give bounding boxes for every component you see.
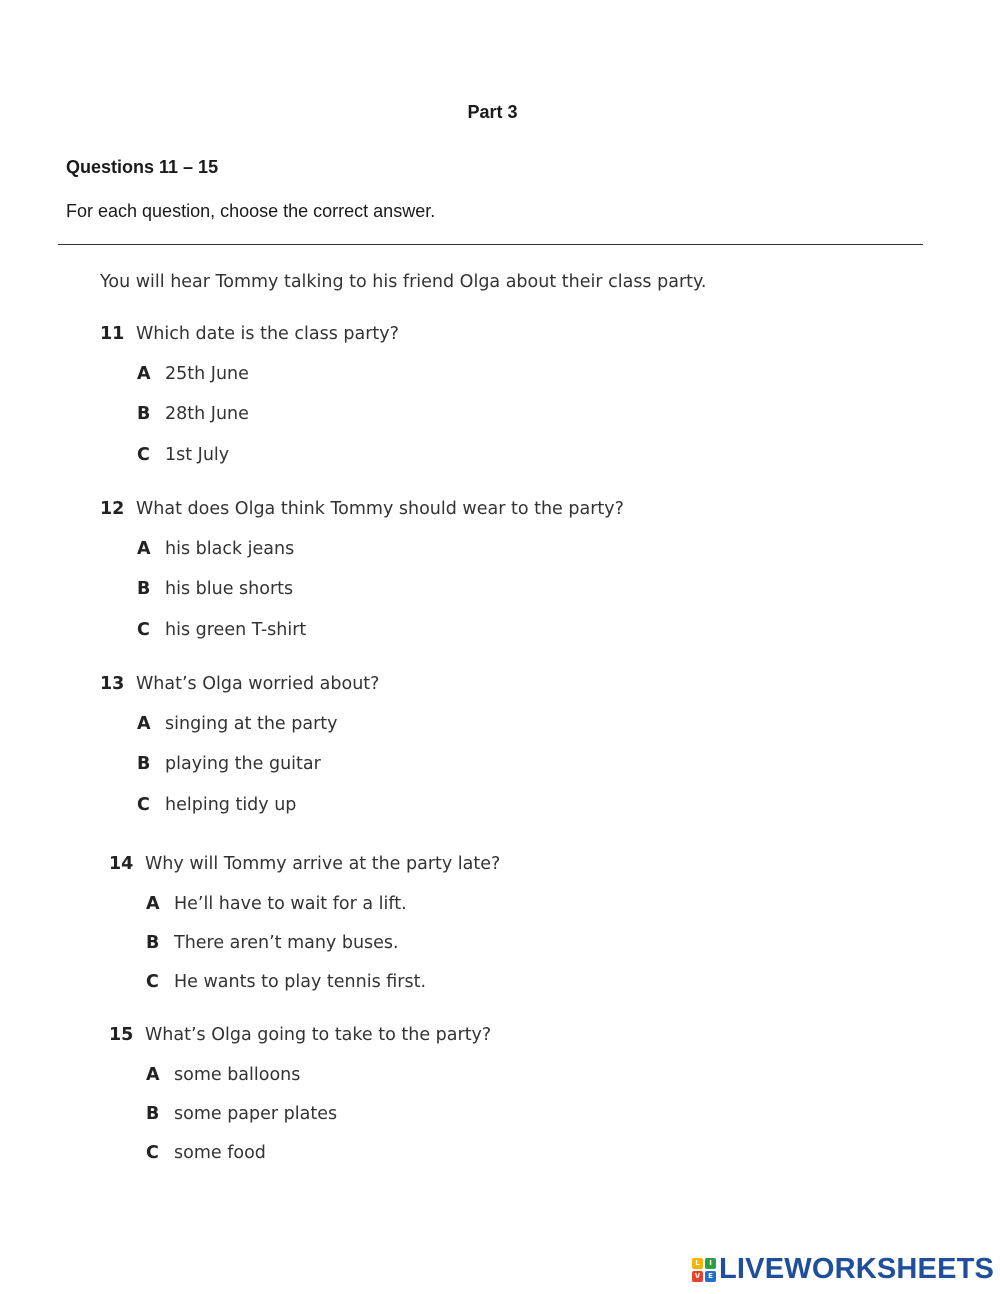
question-12 (100, 499, 624, 523)
question-11 (100, 324, 399, 348)
option-13-b[interactable] (137, 754, 321, 774)
option-letter: A (137, 539, 151, 559)
question-14 (109, 854, 500, 878)
option-letter: C (137, 795, 150, 815)
liveworksheets-logo[interactable] (692, 1253, 994, 1286)
option-11-b[interactable] (137, 404, 249, 424)
logo-text: LIVEWORKSHEETS (719, 1253, 995, 1285)
option-text: He wants to play tennis first. (174, 972, 427, 992)
option-13-c[interactable] (137, 795, 296, 815)
question-text: Why will Tommy arrive at the party late? (145, 854, 501, 874)
option-14-a[interactable] (146, 894, 407, 914)
option-letter: C (146, 972, 159, 992)
option-letter: A (146, 1065, 160, 1085)
intro-text: You will hear Tommy talking to his friend Olga about their class party. (100, 272, 707, 292)
option-12-a[interactable] (137, 539, 294, 559)
option-letter: B (146, 933, 160, 953)
option-11-c[interactable] (137, 445, 229, 465)
option-letter: C (137, 445, 150, 465)
option-letter: A (146, 894, 160, 914)
option-text: his green T-shirt (165, 620, 307, 640)
option-text: He’ll have to wait for a lift. (174, 894, 407, 914)
option-15-c[interactable] (146, 1143, 266, 1163)
option-text: some balloons (174, 1065, 301, 1085)
option-text: 25th June (165, 364, 249, 384)
divider (58, 244, 923, 245)
option-letter: B (137, 754, 151, 774)
option-text: singing at the party (165, 714, 338, 734)
logo-mark-icon (692, 1258, 716, 1282)
option-15-a[interactable] (146, 1065, 300, 1085)
option-letter: A (137, 714, 151, 734)
option-text: some paper plates (174, 1104, 338, 1124)
question-number: 11 (100, 324, 125, 344)
option-letter: B (137, 404, 151, 424)
option-text: 1st July (165, 445, 230, 465)
question-text: What’s Olga going to take to the party? (145, 1025, 492, 1045)
question-text: What’s Olga worried about? (136, 674, 380, 694)
question-13 (100, 674, 379, 698)
option-letter: C (137, 620, 150, 640)
option-11-a[interactable] (137, 364, 249, 384)
option-text: There aren’t many buses. (174, 933, 399, 953)
option-15-b[interactable] (146, 1104, 337, 1124)
option-text: his black jeans (165, 539, 295, 559)
option-text: helping tidy up (165, 795, 297, 815)
option-text: his blue shorts (165, 579, 294, 599)
option-letter: A (137, 364, 151, 384)
question-number: 14 (109, 854, 134, 874)
option-14-b[interactable] (146, 933, 399, 953)
question-number: 12 (100, 499, 125, 519)
question-15 (109, 1025, 491, 1049)
option-12-c[interactable] (137, 620, 306, 640)
part-title: Part 3 (467, 102, 518, 122)
option-letter: B (146, 1104, 160, 1124)
option-12-b[interactable] (137, 579, 293, 599)
instruction-text: For each question, choose the correct answer. (66, 201, 436, 221)
logo-mark-cell: L (692, 1258, 703, 1269)
question-number: 13 (100, 674, 125, 694)
question-text: What does Olga think Tommy should wear to the party? (136, 499, 624, 519)
logo-mark-cell: I (705, 1258, 716, 1269)
option-text: playing the guitar (165, 754, 321, 774)
option-13-a[interactable] (137, 714, 337, 734)
option-14-c[interactable] (146, 972, 426, 992)
logo-mark-cell: V (692, 1271, 703, 1282)
question-number: 15 (109, 1025, 134, 1045)
questions-range: Questions 11 – 15 (66, 157, 219, 177)
option-text: some food (174, 1143, 266, 1163)
question-text: Which date is the class party? (136, 324, 399, 344)
option-text: 28th June (165, 404, 249, 424)
option-letter: C (146, 1143, 159, 1163)
logo-mark-cell: E (705, 1271, 716, 1282)
option-letter: B (137, 579, 151, 599)
